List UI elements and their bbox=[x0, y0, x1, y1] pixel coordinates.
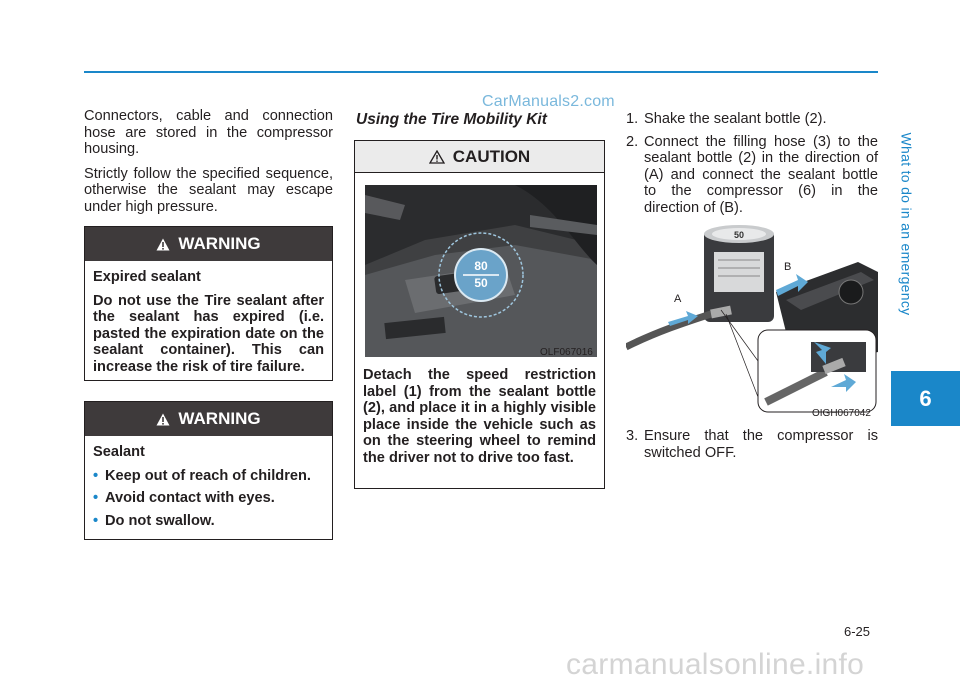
warning-label: WARNING bbox=[178, 234, 261, 253]
warning-box-expired-sealant bbox=[84, 226, 333, 381]
list-item: 3. Ensure that the compressor is switched OFF. bbox=[626, 428, 878, 461]
bullet-icon: • bbox=[93, 512, 99, 529]
steps-list-continued bbox=[626, 428, 878, 467]
warning-title: Expired sealant bbox=[93, 269, 201, 285]
warning-text: Do not use the Tire sealant after the sealant has expired (i.e. pasted the expiration date on the sealant container). This can increase the risk of tire failure. bbox=[93, 292, 324, 375]
page-number: 6-25 bbox=[844, 624, 871, 639]
chapter-side-title: What to do in an emergency bbox=[898, 132, 914, 316]
warning-header bbox=[85, 402, 332, 436]
list-item: • Avoid contact with eyes. bbox=[93, 490, 275, 506]
warning-triangle-icon bbox=[156, 413, 170, 426]
caution-label: CAUTION bbox=[452, 146, 531, 166]
caution-text: Detach the speed restriction label (1) from the sealant bottle (2), and place it in a highly visible place inside the vehicle such as on the steering wheel to remind the driver not to drive too fast. bbox=[363, 367, 596, 466]
speed-label-top: 80 bbox=[474, 259, 488, 273]
figure-code: OIGH067042 bbox=[812, 408, 871, 419]
caution-box bbox=[354, 140, 605, 489]
dashboard-photo bbox=[365, 185, 597, 357]
intro-paragraph-2: Strictly follow the specified sequence, otherwise the sealant may escape under high pressure. bbox=[84, 165, 333, 215]
bottle-label: 50 bbox=[733, 230, 745, 240]
section-title: Using the Tire Mobility Kit bbox=[356, 111, 547, 128]
chapter-number-tab: 6 bbox=[891, 371, 960, 426]
label-b: B bbox=[784, 261, 792, 273]
bullet-icon: • bbox=[93, 490, 99, 506]
warning-label: WARNING bbox=[178, 409, 261, 428]
warning-title: Sealant bbox=[93, 444, 145, 460]
list-item: • Keep out of reach of children. bbox=[93, 467, 311, 484]
header-rule bbox=[84, 71, 878, 73]
list-item: 2. Connect the filling hose (3) to the sealant bottle (2) in the direction of (A) and connect the sealant bottle to the compressor (6) in the direction of (B). bbox=[626, 133, 878, 216]
intro-paragraph-1: Connectors, cable and connection hose are stored in the compressor housing. bbox=[84, 108, 333, 157]
bullet-icon: • bbox=[93, 467, 99, 484]
warning-header bbox=[85, 227, 332, 261]
steps-list bbox=[626, 111, 878, 222]
watermark-top[interactable]: CarManuals2.com bbox=[482, 93, 615, 110]
intro-text bbox=[84, 108, 333, 223]
speed-label-bottom: 50 bbox=[474, 276, 488, 290]
warning-box-sealant bbox=[84, 401, 333, 540]
list-item: • Do not swallow. bbox=[93, 512, 215, 529]
warning-triangle-icon bbox=[156, 238, 170, 251]
caution-header bbox=[355, 141, 604, 173]
label-a: A bbox=[674, 293, 682, 305]
watermark-bottom[interactable]: carmanualsonline.info bbox=[566, 648, 865, 681]
caution-triangle-icon bbox=[429, 150, 445, 164]
figure-code: OLF067016 bbox=[540, 347, 593, 358]
list-item: 1. Shake the sealant bottle (2). bbox=[626, 111, 827, 127]
sealant-bottle-figure bbox=[626, 222, 878, 419]
